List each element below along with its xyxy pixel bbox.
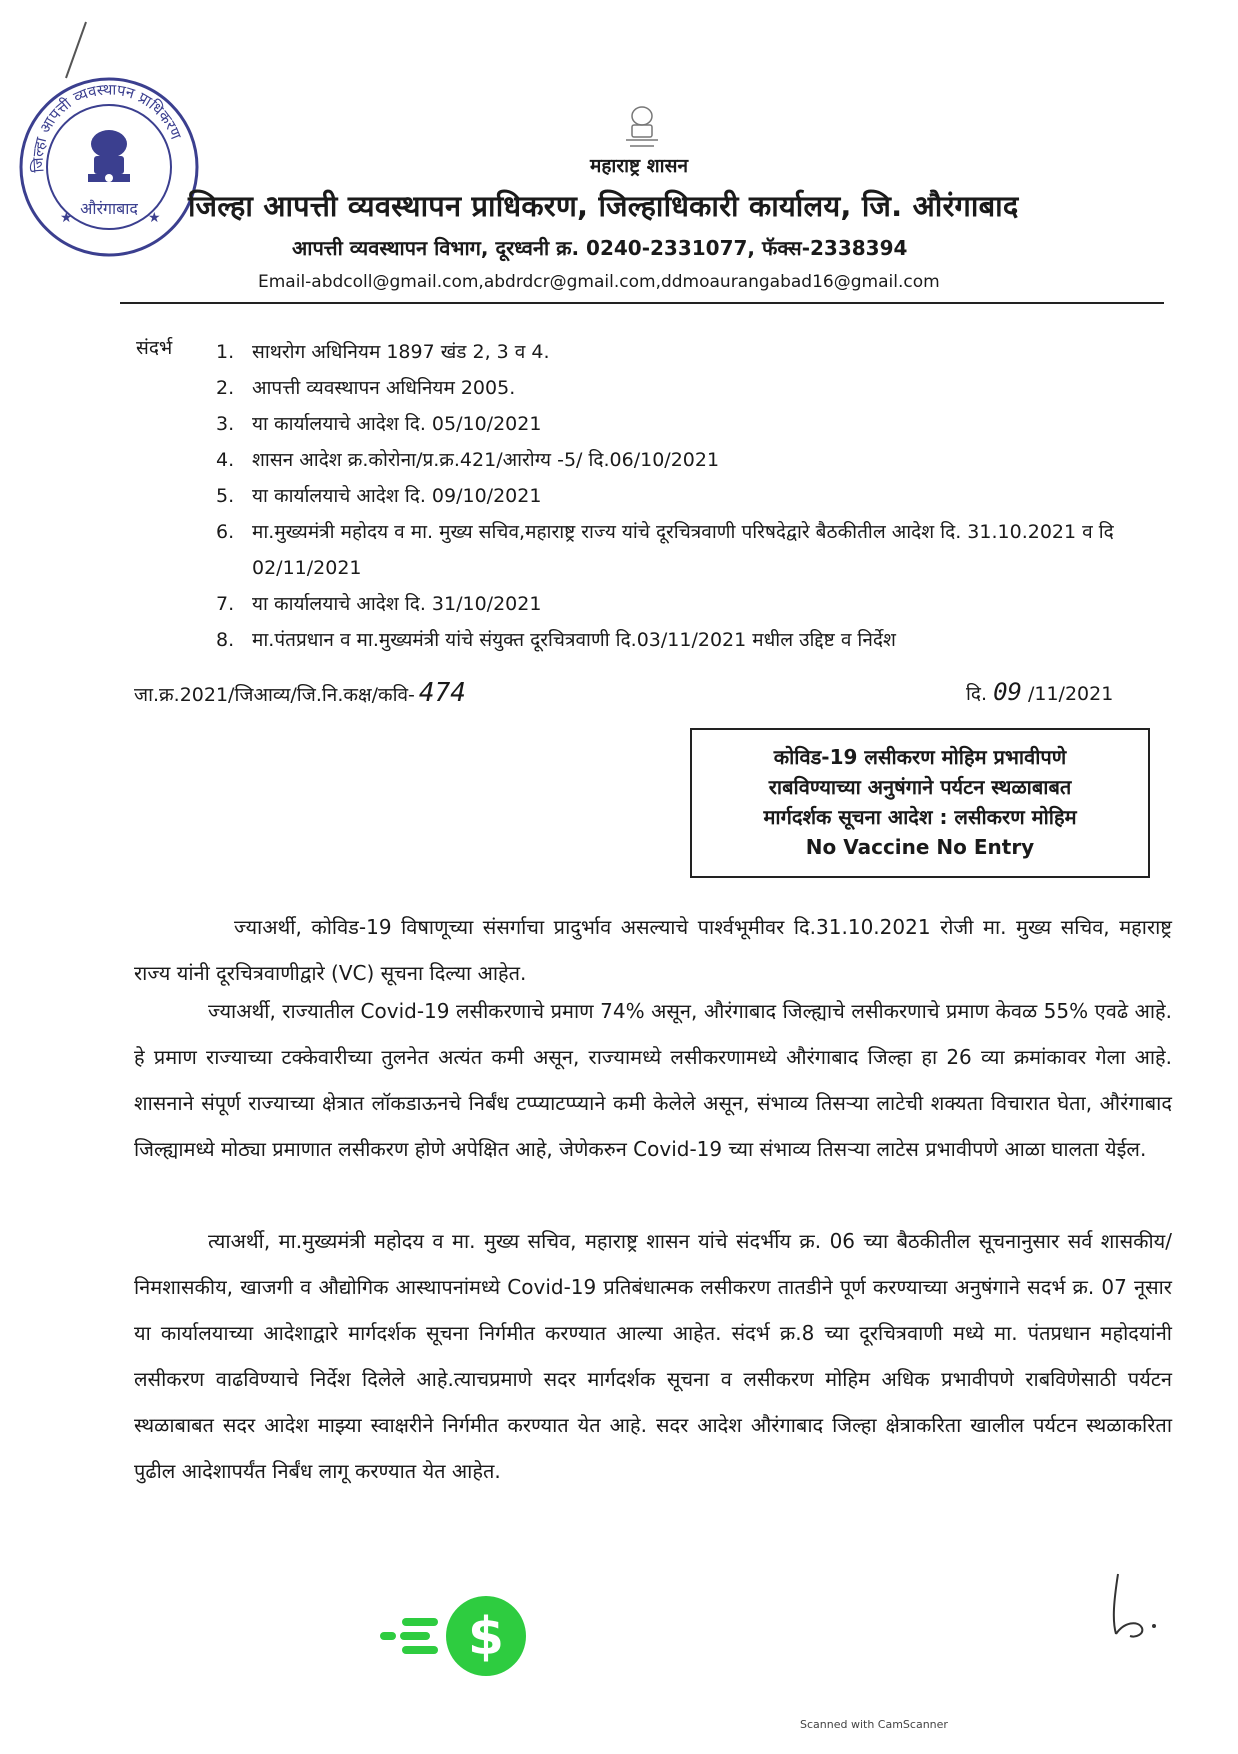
order-number-prefix: जा.क्र.2021/जिआव्य/जि.नि.कक्ष/कवि-: [134, 684, 415, 706]
header-divider: [120, 302, 1164, 304]
reference-number: 6.: [216, 521, 235, 543]
svg-text:$: $: [467, 1607, 505, 1667]
seal-ring-text: जिल्हा आपत्ती व्यवस्थापन प्राधिकरण: [28, 80, 186, 174]
reference-item: [216, 370, 1146, 406]
reference-text: या कार्यालयाचे आदेश दि. 31/10/2021: [252, 593, 542, 615]
reference-number: 4.: [216, 449, 235, 471]
reference-item: [216, 586, 1146, 622]
reference-text: साथरोग अधिनियम 1897 खंड 2, 3 व 4.: [252, 341, 550, 363]
reference-text: शासन आदेश क्र.कोरोना/प्र.क्र.421/आरोग्य -5/ दि.06/10/2021: [252, 449, 720, 471]
order-date-prefix: दि.: [966, 683, 988, 705]
handwritten-initials-icon: [1108, 1570, 1168, 1640]
reference-text: मा.पंतप्रधान व मा.मुख्यमंत्री यांचे संयुक्त दूरचित्रवाणी दि.03/11/2021 मधील उद्दिष्ट व निर्देश: [252, 629, 896, 651]
svg-text:★: ★: [60, 210, 73, 226]
body-paragraph-1: ज्याअर्थी, कोविड-19 विषाणूच्या संसर्गाचा प्रादुर्भाव असल्याचे पार्श्वभूमीवर दि.31.10.2021 रोजी मा. मुख्य सचिव, महाराष्ट्र राज्य यांनी दूरचित्रवाणीद्वारे (VC) सूचना दिल्या आहेत.: [134, 915, 1172, 985]
reference-item: [216, 622, 1146, 658]
svg-text:★: ★: [148, 210, 161, 226]
subject-line-2: राबविण्याच्या अनुषंगाने पर्यटन स्थळाबाबत: [768, 775, 1072, 799]
reference-item: [216, 334, 1146, 370]
office-title: जिल्हा आपत्ती व्यवस्थापन प्राधिकरण, जिल्हाधिकारी कार्यालय, जि. औरंगाबाद: [188, 189, 1019, 223]
reference-number: 7.: [216, 593, 235, 615]
email-line: Email-abdcoll@gmail.com,abdrdcr@gmail.com,ddmoaurangabad16@gmail.com: [258, 272, 940, 292]
reference-number: 1.: [216, 341, 235, 363]
government-name: महाराष्ट्र शासन: [589, 155, 688, 177]
state-emblem-icon: [612, 100, 672, 152]
dollar-speed-icon: [380, 1590, 540, 1680]
reference-item: [216, 442, 1146, 478]
body-paragraph-3: त्याअर्थी, मा.मुख्यमंत्री महोदय व मा. मुख्य सचिव, महाराष्ट्र शासन यांचे संदर्भीय क्र. 06 च्या बैठकीतील सूचनानुसार सर्व शासकीय/ निमशासकीय, खाजगी व औद्योगिक आस्थापनांमध्ये Covid-19 प्रतिबंधात्मक लसीकरण तातडीने पूर्ण करण्याच्या अनुषंगाने सदर्भ क्र. 07 नूसार या कार्यालयाच्या आदेशाद्वारे मार्गदर्शक सूचना निर्गमीत करण्यात आल्या आहेत. संदर्भ क्र.8 च्या दूरचित्रवाणी मध्ये मा. पंतप्रधान महोदयांनी लसीकरण वाढविण्याचे निर्देश दिलेले आहे.त्याचप्रमाणे सदर मार्गदर्शक सूचना व लसीकरण मोहिम अधिक प्रभावीपणे राबविणेसाठी पर्यटन स्थळाबाबत सदर आदेश माझ्या स्वाक्षरीने निर्गमीत करण्यात येत आहे. सदर आदेश औरंगाबाद जिल्हा क्षेत्राकरिता खालील पर्यटन स्थळाकरिता पुढील आदेशापर्यंत निर्बंध लागू करण्यात येत आहेत.: [134, 1229, 1172, 1483]
body-paragraph-2: ज्याअर्थी, राज्यातील Covid-19 लसीकरणाचे प्रमाण 74% असून, औरंगाबाद जिल्ह्याचे लसीकरणाचे प्रमाण केवळ 55% एवढे आहे. हे प्रमाण राज्याच्या टक्केवारीच्या तुलनेत अत्यंत कमी असून, राज्यामध्ये लसीकरणामध्ये औरंगाबाद जिल्हा हा 26 व्या क्रमांकावर गेला आहे. शासनाने संपूर्ण राज्याच्या क्षेत्रात लॉकडाऊनचे निर्बंध टप्प्याटप्प्याने कमी केलेले असून, संभाव्य तिसऱ्या लाटेची शक्यता विचारात घेता, औरंगाबाद जिल्ह्यामध्ये मोठ्या प्रमाणात लसीकरण होणे अपेक्षित आहे, जेणेकरुन Covid-19 च्या संभाव्य तिसऱ्या लाटेस प्रभावीपणे आळा घालता येईल.: [134, 999, 1172, 1161]
subject-line-3: मार्गदर्शक सूचना आदेश : लसीकरण मोहिम: [763, 805, 1077, 829]
reference-text: मा.मुख्यमंत्री महोदय व मा. मुख्य सचिव,महाराष्ट्र राज्य यांचे दूरचित्रवाणी परिषदेद्वारे बैठकीतील आदेश दि. 31.10.2021 व दि 02/11/2021: [252, 521, 1114, 579]
reference-number: 5.: [216, 485, 235, 507]
subject-line-4: No Vaccine No Entry: [805, 835, 1035, 859]
scanned-watermark: Scanned with CamScanner: [800, 1718, 948, 1731]
reference-text: या कार्यालयाचे आदेश दि. 09/10/2021: [252, 485, 542, 507]
reference-item: [216, 514, 1146, 586]
order-date-suffix: /11/2021: [1027, 683, 1114, 705]
reference-item: [216, 478, 1146, 514]
reference-text: आपत्ती व्यवस्थापन अधिनियम 2005.: [252, 377, 516, 399]
department-contact: आपत्ती व्यवस्थापन विभाग, दूरध्वनी क्र. 0240-2331077, फॅक्स-2338394: [292, 236, 908, 260]
order-date: [966, 678, 1113, 706]
subject-box: [690, 728, 1150, 878]
pen-mark-icon: [60, 20, 90, 80]
order-date-handwritten: 09: [993, 678, 1022, 706]
reference-number: 3.: [216, 413, 235, 435]
references-list: [216, 334, 1146, 658]
reference-text: या कार्यालयाचे आदेश दि. 05/10/2021: [252, 413, 542, 435]
reference-number: 2.: [216, 377, 235, 399]
order-number-handwritten: 474: [418, 678, 466, 708]
reference-item: [216, 406, 1146, 442]
references-label: संदर्भ: [136, 337, 173, 359]
seal-bottom-text: औरंगाबाद: [80, 199, 138, 218]
reference-number: 8.: [216, 629, 235, 651]
order-number: [134, 678, 466, 708]
subject-line-1: कोविड-19 लसीकरण मोहिम प्रभावीपणे: [773, 745, 1067, 769]
